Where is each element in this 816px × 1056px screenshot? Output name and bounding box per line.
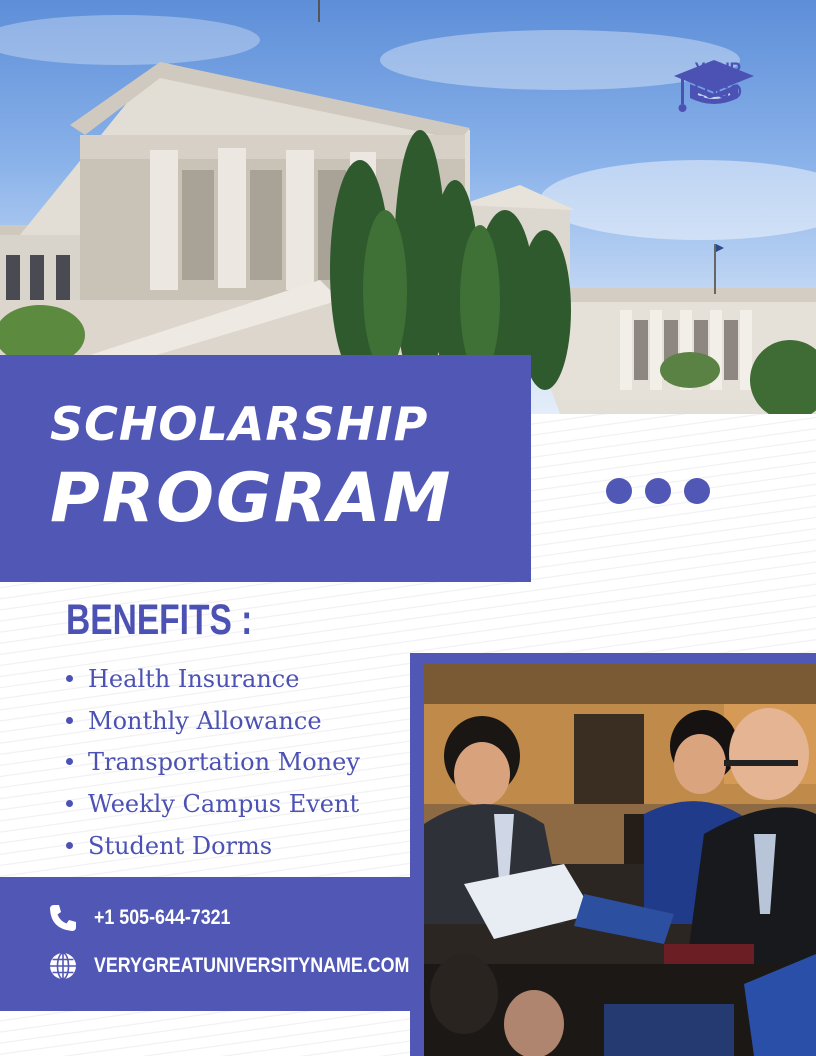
bullet-icon bbox=[66, 717, 73, 724]
logo-text: YOUR LOGO bbox=[694, 60, 742, 103]
phone-number: +1 505-644-7321 bbox=[94, 906, 231, 929]
benefits-heading: BENEFITS : bbox=[66, 596, 253, 644]
benefit-label: Weekly Campus Event bbox=[88, 790, 360, 819]
students-photo bbox=[424, 664, 816, 1056]
title-panel bbox=[0, 355, 531, 582]
dot bbox=[684, 478, 710, 504]
list-item bbox=[66, 660, 360, 702]
bullet-icon bbox=[66, 758, 73, 765]
students-seminar-illustration bbox=[424, 664, 816, 1056]
benefits-list bbox=[66, 660, 360, 868]
list-item bbox=[66, 743, 360, 785]
dot bbox=[606, 478, 632, 504]
list-item bbox=[66, 827, 360, 869]
list-item bbox=[66, 785, 360, 827]
photo-frame bbox=[410, 653, 816, 1056]
contact-panel bbox=[0, 877, 410, 1011]
bullet-icon bbox=[66, 842, 73, 849]
dot bbox=[645, 478, 671, 504]
phone-icon bbox=[48, 903, 78, 933]
benefit-label: Monthly Allowance bbox=[88, 706, 322, 735]
logo bbox=[672, 58, 764, 104]
phone-row bbox=[48, 903, 255, 933]
hero-photo bbox=[0, 0, 816, 414]
bullet-icon bbox=[66, 800, 73, 807]
title-line-2: PROGRAM bbox=[50, 459, 453, 538]
bullet-icon bbox=[66, 675, 73, 682]
title-line-1: SCHOLARSHIP bbox=[50, 397, 429, 451]
benefit-label: Health Insurance bbox=[88, 665, 300, 693]
benefit-label: Transportation Money bbox=[88, 748, 360, 777]
website-url: VERYGREATUNIVERSITYNAME.COM bbox=[94, 954, 410, 977]
globe-icon bbox=[48, 951, 78, 981]
decorative-dots bbox=[606, 478, 723, 508]
website-row bbox=[48, 951, 465, 981]
benefit-label: Student Dorms bbox=[88, 831, 273, 860]
list-item bbox=[66, 702, 360, 744]
